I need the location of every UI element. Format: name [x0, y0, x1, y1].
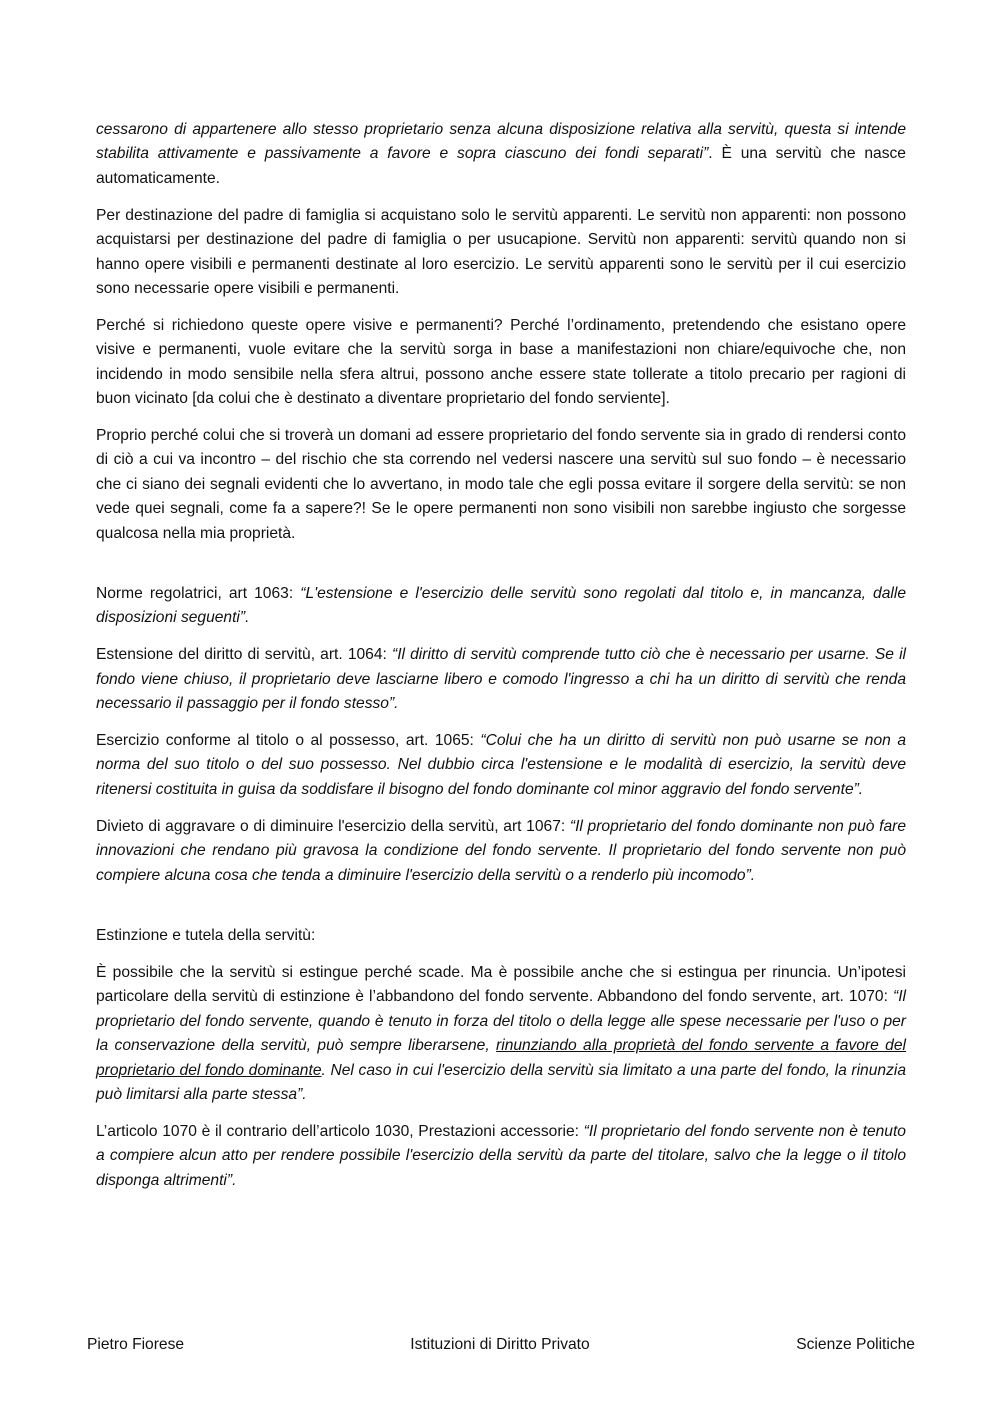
quote-text: “Il proprietario del fondo servente, quando è tenuto in forza del titolo o della legge alle spese necessarie per l'uso o per la conservazione della servitù, può sempre liberarsene,: [96, 988, 906, 1055]
paragraph-art-1070: [96, 961, 906, 1107]
page-footer: [0, 1333, 1000, 1357]
article-label: Estensione del diritto di servitù, art. 1064:: [96, 646, 392, 664]
footer-faculty: Scienze Politiche: [796, 1336, 915, 1353]
article-label: Divieto di aggravare o di diminuire l'esercizio della servitù, art 1067:: [96, 817, 570, 835]
paragraph-art-1064: [96, 643, 906, 716]
quote-text: “Il diritto di servitù comprende tutto ciò che è necessario per usarne. Se il fondo viene chiuso, il proprietario deve lasciarne libero e comodo l'ingresso a chi ha un diritto di servitù che renda necessario il passaggio per il fondo stesso”.: [96, 646, 907, 713]
paragraph-art-1030: [96, 1120, 906, 1193]
quote-text: “L'estensione e l'esercizio delle servitù sono regolati dal titolo e, in mancanza, dalle disposizioni seguenti”.: [96, 585, 906, 627]
paragraph-art-1065: [96, 729, 906, 802]
paragraph-art-1067: [96, 815, 906, 888]
body-text: È possibile che la servitù si estingue perché scade. Ma è possibile anche che si estingua per rinuncia. Un’ipotesi particolare della servitù di estinzione è l’abbandono del fondo servente. Abbandono del fondo servente, art. 1070:: [96, 963, 906, 1006]
section-heading: [96, 924, 906, 948]
article-label: Esercizio conforme al titolo o al possesso, art. 1065:: [96, 732, 481, 750]
heading-text: Estinzione e tutela della servitù:: [96, 926, 316, 944]
paragraph-3: [96, 314, 906, 412]
paragraph-1: [96, 118, 906, 191]
body-text: Perché si richiedono queste opere visive e permanenti? Perché l’ordinamento, pretendendo che esistano opere visive e permanenti, vuole evitare che la servitù sorga in base a manifestazioni non chiare/equivoche che, non incidendo in modo sensibile nella sfera altrui, possono anche essere state tollerate a titolo precario per ragioni di buon vicinato [da colui che è destinato a diventare proprietario del fondo serviente].: [96, 316, 906, 408]
body-text: Per destinazione del padre di famiglia si acquistano solo le servitù apparenti. Le servitù non apparenti: non possono acquistarsi per destinazione del padre di famiglia o per usucapione. Servitù non apparenti: servitù quando non si hanno opere visibili e permanenti destinate al loro esercizio. Le servitù apparenti sono le servitù per il cui esercizio sono necessarie opere visibili e permanenti.: [96, 206, 906, 297]
body-text: . È una servitù che nasce automaticamente.: [96, 145, 906, 187]
paragraph-4: [96, 424, 906, 546]
quote-text: “Colui che ha un diritto di servitù non può usarne se non a norma del suo titolo o del suo possesso. Nel dubbio circa l'estensione e le modalità di esercizio, la servitù deve ritenersi costituita in guisa da soddisfare il bisogno del fondo dominante col minor aggravio del fondo servente”.: [96, 732, 906, 798]
paragraph-2: [96, 204, 906, 302]
body-text: L’articolo 1070 è il contrario dell’articolo 1030, Prestazioni accessorie:: [96, 1122, 584, 1140]
document-body: [96, 118, 906, 1206]
footer-author: Pietro Fiorese: [87, 1336, 185, 1353]
quote-text: cessarono di appartenere allo stesso proprietario senza alcuna disposizione relativa alla servitù, questa si intende stabilita attivamente e passivamente a favore e sopra ciascuno dei fondi separati”: [96, 121, 906, 163]
quote-text: “Il proprietario del fondo dominante non può fare innovazioni che rendano più gravosa la condizione del fondo servente. Il proprietario del fondo servente non può compiere alcuna cosa che tenda a diminuire l'esercizio della servitù o a renderlo più incomodo”.: [96, 817, 906, 884]
quote-text: “Il proprietario del fondo servente non è tenuto a compiere alcun atto per rendere possibile l'esercizio della servitù da parte del titolare, salvo che la legge o il titolo disponga altrimenti”.: [96, 1122, 906, 1189]
quote-text: . Nel caso in cui l'esercizio della servitù sia limitato a una parte del fondo, la rinunzia può limitarsi alla parte stessa”.: [96, 1061, 907, 1103]
article-label: Norme regolatrici, art 1063:: [96, 585, 301, 602]
body-text: Proprio perché colui che si troverà un domani ad essere proprietario del fondo servente sia in grado di rendersi conto di ciò a cui va incontro – del rischio che sta correndo nel vedersi nascere una servitù sul suo fondo – è necessario che ci siano dei segnali evidenti che lo avvertano, in modo tale che egli possa evitare il sorgere della servitù: se non vede quei segnali, come fa a sapere?! Se le opere permanenti non sono visibili non sarebbe ingiusto che sorgesse qualcosa nella mia proprietà.: [96, 426, 906, 542]
underlined-quote-text: rinunziando alla proprietà del fondo servente a favore del proprietario del fondo dominante: [96, 1037, 906, 1079]
paragraph-art-1063: [96, 582, 906, 631]
footer-course: Istituzioni di Diritto Privato: [410, 1336, 590, 1353]
